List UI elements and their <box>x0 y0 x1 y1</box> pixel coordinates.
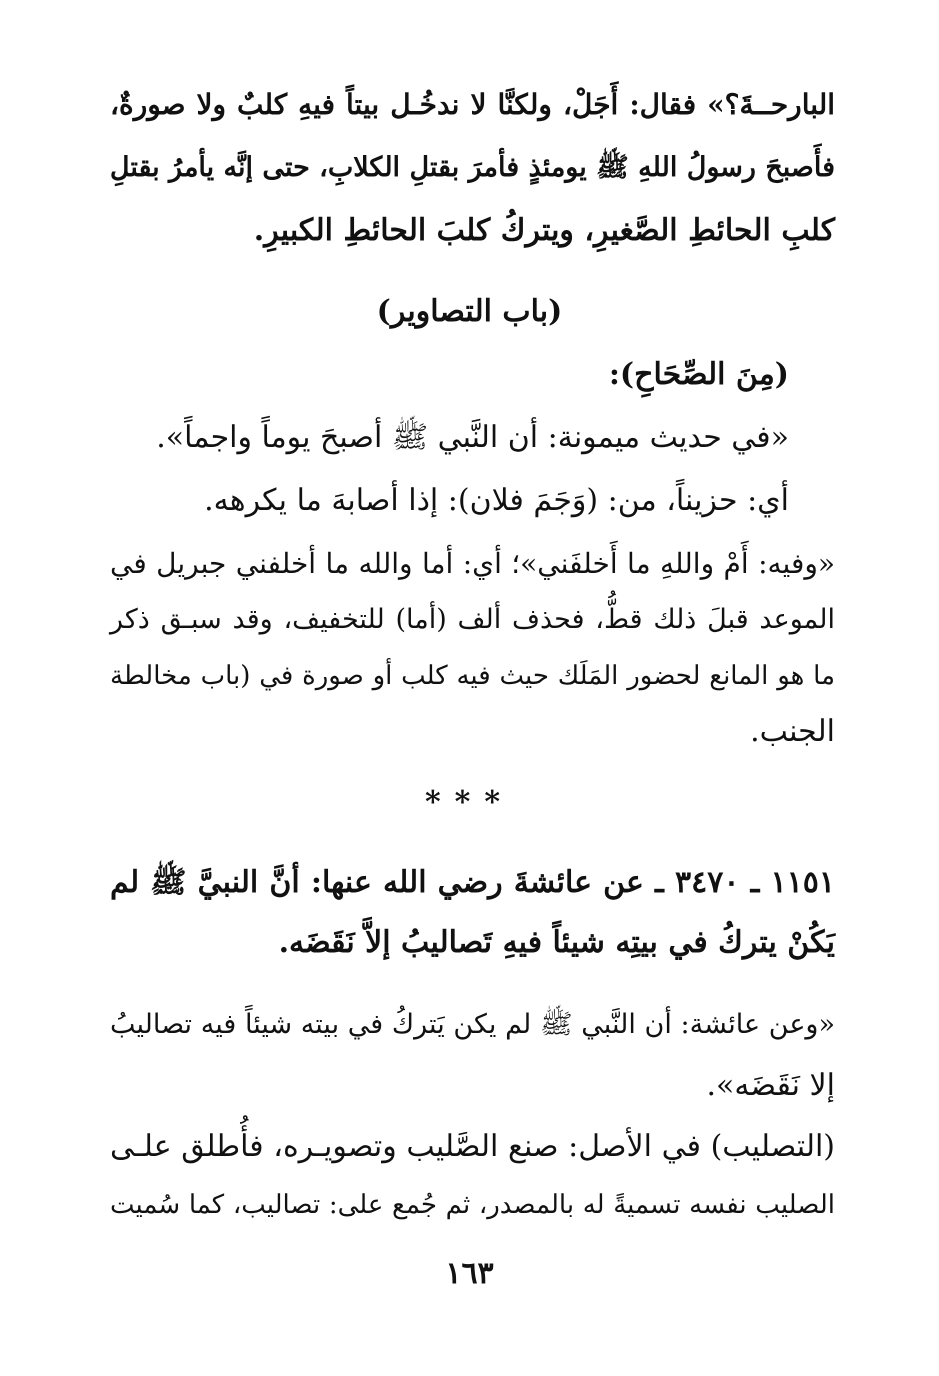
sihah-heading: (مِنَ الصِّحَاحِ): <box>608 357 789 392</box>
commentary1-line4: الموعد قبلَ ذلك قطُّ، فحذف ألف (أما) للتخفيف، وقد سبـق ذكر <box>110 604 835 635</box>
hadith-line1: ١١٥١ ـ ٣٤٧٠ ـ عن عائشةَ رضي الله عنها: أنَّ النبيَّ ﷺ لم <box>110 865 835 900</box>
paragraph1-line1: البارحــةَ؟» فقال: أَجَلْ، ولكنَّا لا ندخُـل بيتاً فيهِ كلبٌ ولا صورةٌ، <box>110 88 835 121</box>
chapter-title: (باب التصاوير) <box>376 294 563 329</box>
commentary1-line1: «في حديث ميمونة: أن النَّبي ﷺ أصبحَ يوماً واجماً». <box>156 420 789 455</box>
commentary1-line2: أي: حزيناً، من: (وَجَمَ فلان): إذا أصابهَ ما يكرهه. <box>204 483 789 518</box>
paragraph1-line3: كلبِ الحائطِ الصَّغيرِ، ويتركُ كلبَ الحائطِ الكبيرِ. <box>253 213 835 248</box>
commentary2-line4: الصليب نفسه تسميةً له بالمصدر، ثم جُمع على: تصاليب، كما سُميت <box>110 1190 835 1220</box>
hadith-line2: يَكُنْ يتركُ في بيتِه شيئاً فيهِ تَصاليبُ إلاَّ نَقَضَه. <box>278 925 835 960</box>
section-separator: *** <box>424 785 515 820</box>
commentary2-line2: إلا نَقَضَه». <box>706 1068 835 1103</box>
commentary1-line5: ما هو المانع لحضور المَلَك حيث فيه كلب أو صورة في (باب مخالطة <box>110 661 835 691</box>
commentary1-line3: «وفيه: أَمْ واللهِ ما أَخلفَني»؛ أي: أما والله ما أخلفني جبريل في <box>110 547 835 580</box>
commentary2-line1: «وعن عائشة: أن النَّبي ﷺ لم يكن يَتركُ في بيته شيئاً فيه تصاليبُ <box>110 1009 835 1040</box>
commentary1-line6: الجنب. <box>750 714 835 749</box>
commentary2-line3: (التصليب) في الأصل: صنع الصَّليب وتصويـره، فأُطلق علـى <box>110 1129 835 1164</box>
paragraph1-line2: فأَصبحَ رسولُ اللهِ ﷺ يومئذٍ فأمرَ بقتلِ الكلابِ، حتى إنَّه يأمرُ بقتلِ <box>109 152 835 183</box>
page-number: ١٦٣ <box>445 1256 494 1291</box>
